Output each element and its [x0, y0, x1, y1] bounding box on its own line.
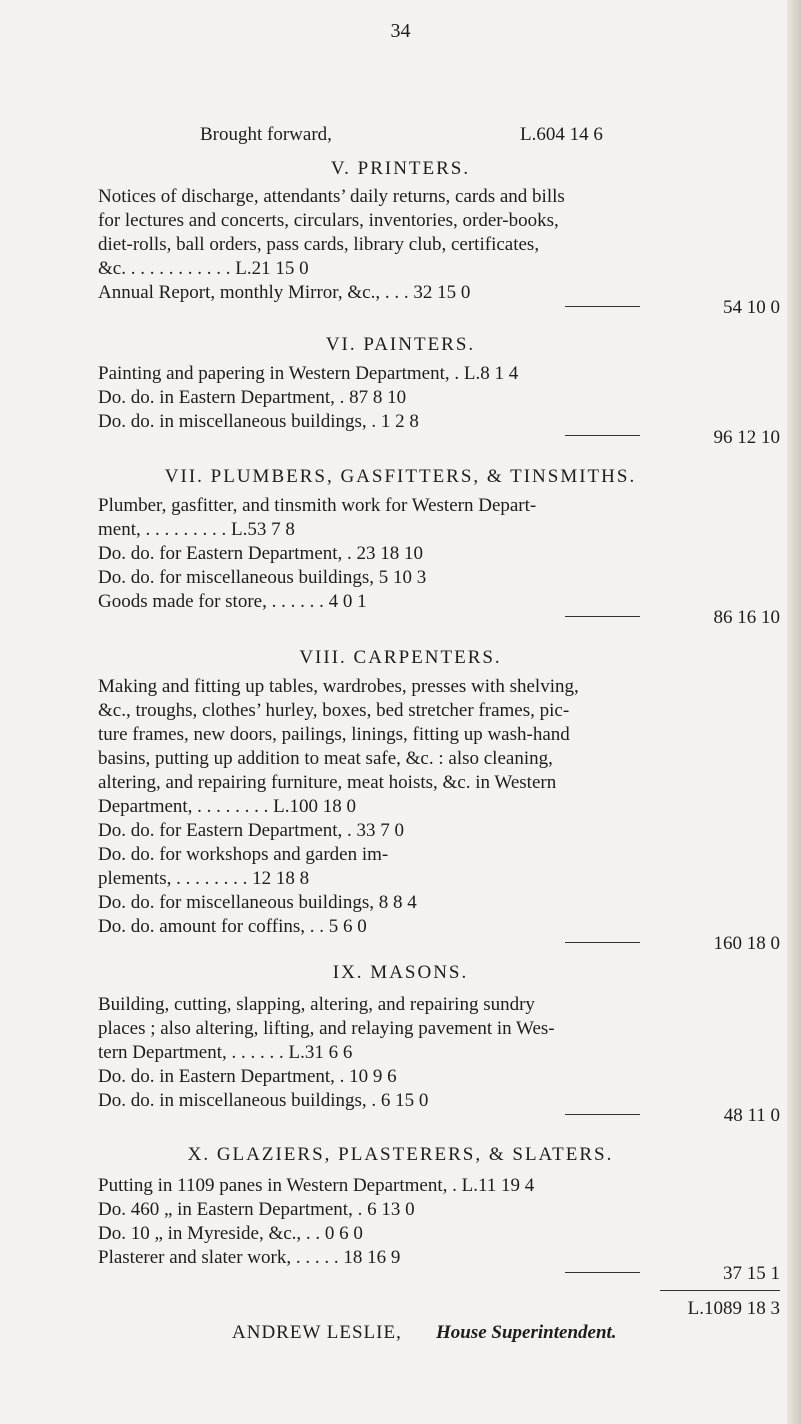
sum-rule	[565, 1272, 640, 1273]
section-heading: IX. MASONS.	[332, 962, 469, 983]
text-line: Do. do. in Eastern Department, . 10 9 6	[98, 1066, 397, 1087]
text-line: Do. 460 „ in Eastern Department, . 6 13 0	[98, 1199, 415, 1220]
text-line: Annual Report, monthly Mirror, &c., . . . 32 15 0	[98, 282, 471, 303]
text-line: Building, cutting, slapping, altering, and repairing sundry	[98, 994, 535, 1015]
text-line: tern Department, . . . . . . L.31 6 6	[98, 1042, 353, 1063]
section-total: 86 16 10	[713, 607, 780, 628]
text-line: diet-rolls, ball orders, pass cards, library club, certificates,	[98, 234, 540, 255]
text-line: Do. do. in miscellaneous buildings, . 6 15 0	[98, 1090, 429, 1111]
sum-rule	[565, 1114, 640, 1115]
text-line: Plasterer and slater work, . . . . . 18 16 9	[98, 1247, 401, 1268]
text-line: Do. do. amount for coffins, . . 5 6 0	[98, 916, 367, 937]
text-line: Painting and papering in Western Department, . L.8 1 4	[98, 363, 519, 384]
text-line: Do. do. in Eastern Department, . 87 8 10	[98, 387, 407, 408]
text-line: Goods made for store, . . . . . . 4 0 1	[98, 591, 367, 612]
section-total: 96 12 10	[713, 427, 780, 448]
sum-rule	[565, 435, 640, 436]
section-heading: VII. PLUMBERS, GASFITTERS, & TINSMITHS.	[164, 466, 637, 487]
section-total: 160 18 0	[713, 933, 780, 954]
brought-forward-amount: L.604 14 6	[520, 124, 603, 145]
sum-rule	[565, 306, 640, 307]
sum-rule	[565, 616, 640, 617]
section-heading: VIII. CARPENTERS.	[299, 647, 502, 668]
text-line: &c., troughs, clothes’ hurley, boxes, bed stretcher frames, pic-	[98, 700, 570, 721]
text-line: Do. do. for workshops and garden im-	[98, 844, 389, 865]
text-line: plements, . . . . . . . . 12 18 8	[98, 868, 310, 889]
brought-forward-label: Brought forward,	[200, 124, 332, 145]
text-line: Making and fitting up tables, wardrobes, presses with shelving,	[98, 676, 579, 697]
text-line: ture frames, new doors, pailings, linings, fitting up wash-hand	[98, 724, 570, 745]
text-line: Do. do. in miscellaneous buildings, . 1 2 8	[98, 411, 419, 432]
page-number: 34	[390, 20, 411, 42]
text-line: Do. do. for Eastern Department, . 33 7 0	[98, 820, 405, 841]
signature-title: House Superintendent.	[436, 1322, 617, 1343]
text-line: &c. . . . . . . . . . . . L.21 15 0	[98, 258, 309, 279]
section-heading: X. GLAZIERS, PLASTERERS, & SLATERS.	[187, 1144, 614, 1165]
grand-total-rule	[660, 1290, 780, 1291]
text-line: Do. 10 „ in Myreside, &c., . . 0 6 0	[98, 1223, 363, 1244]
sum-rule	[565, 942, 640, 943]
grand-total: L.1089 18 3	[687, 1298, 780, 1319]
text-line: places ; also altering, lifting, and relaying pavement in Wes-	[98, 1018, 555, 1039]
text-line: basins, putting up addition to meat safe, &c. : also cleaning,	[98, 748, 553, 769]
section-heading: VI. PAINTERS.	[325, 334, 476, 355]
text-line: altering, and repairing furniture, meat hoists, &c. in Western	[98, 772, 557, 793]
text-line: Notices of discharge, attendants’ daily returns, cards and bills	[98, 186, 565, 207]
text-line: Do. do. for miscellaneous buildings, 5 10 3	[98, 567, 427, 588]
page-edge-shadow	[787, 0, 801, 1424]
text-line: Do. do. for Eastern Department, . 23 18 10	[98, 543, 424, 564]
text-line: Putting in 1109 panes in Western Department, . L.11 19 4	[98, 1175, 535, 1196]
signature-name: ANDREW LESLIE,	[232, 1322, 402, 1343]
text-line: ment, . . . . . . . . . L.53 7 8	[98, 519, 295, 540]
section-total: 48 11 0	[723, 1105, 780, 1126]
text-line: Department, . . . . . . . . L.100 18 0	[98, 796, 357, 817]
section-heading: V. PRINTERS.	[330, 158, 471, 179]
text-line: Do. do. for miscellaneous buildings, 8 8 4	[98, 892, 417, 913]
text-line: for lectures and concerts, circulars, inventories, order-books,	[98, 210, 559, 231]
section-total: 54 10 0	[723, 297, 780, 318]
section-total: 37 15 1	[723, 1263, 780, 1284]
text-line: Plumber, gasfitter, and tinsmith work for Western Depart-	[98, 495, 537, 516]
